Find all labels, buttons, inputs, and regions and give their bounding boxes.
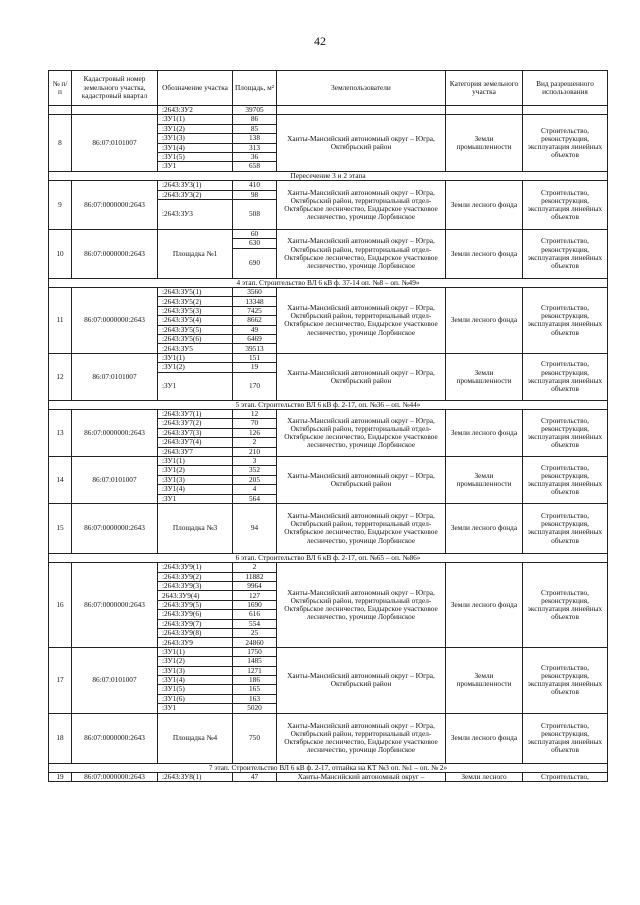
- section-title: 5 этап. Строительство ВЛ 6 кВ ф. 2-17, оп. №36 – оп. №44»: [49, 400, 608, 409]
- land-user-cell: Ханты-Мансийский автономный округ – Югра, Октябрьский район, территориальный отдел-Октябрьское лесничество, Ендырское участковое лесничество, урочище Лорбинское: [277, 288, 446, 354]
- designation-cell: :2643:ЗУ7(1): [158, 409, 233, 418]
- area-cell: 1750: [233, 647, 277, 656]
- area-cell: 186: [233, 675, 277, 684]
- area-cell: 12: [233, 409, 277, 418]
- category-cell: Земли промышленности: [446, 353, 523, 400]
- cadastral-cell: 86:07:0000000:2643: [72, 229, 158, 278]
- permitted-use-cell: Строительство, реконструкция, эксплуатация линейных объектов: [523, 713, 608, 763]
- designation-cell: :ЗУ1(3): [158, 475, 233, 484]
- land-user-cell: Ханты-Мансийский автономный округ – Югра, Октябрьский район, территориальный отдел-Октябрьское лесничество, Ендырское участковое лесничество, урочище Лорбинское: [277, 181, 446, 230]
- area-cell: 210: [233, 447, 277, 456]
- category-cell: Земли промышленности: [446, 456, 523, 503]
- table-row: [49, 115, 608, 124]
- category-cell: Земли лесного фонда: [446, 409, 523, 456]
- designation-cell: :ЗУ1(6): [158, 694, 233, 703]
- area-cell: 47: [233, 772, 277, 781]
- cadastral-cell: 86:07:0000000:2643: [72, 772, 158, 781]
- designation-cell: :ЗУ1(2): [158, 657, 233, 666]
- cadastral-cell: 86:07:0000000:2643: [72, 288, 158, 354]
- designation-cell: :ЗУ1(1): [158, 353, 233, 362]
- land-user-cell: Ханты-Мансийский автономный округ – Югра, Октябрьский район, территориальный отдел-Октябрьское лесничество, Ендырское участковое лесничество, урочище Лорбинское: [277, 713, 446, 763]
- designation-cell: :2643:ЗУ2: [158, 106, 233, 115]
- area-cell: 2: [233, 563, 277, 572]
- cadastral-cell: 86:07:0000000:2643: [72, 503, 158, 553]
- cadastral-cell: 86:07:0000000:2643: [72, 563, 158, 648]
- area-cell: 151: [233, 353, 277, 362]
- row-number: 12: [49, 353, 72, 400]
- area-cell: 5020: [233, 704, 277, 713]
- table-row: [49, 772, 608, 781]
- row-number: 15: [49, 503, 72, 553]
- area-cell: 60: [233, 229, 277, 238]
- area-cell: 25: [233, 629, 277, 638]
- area-cell: 690: [233, 248, 277, 278]
- category-cell: Земли лесного фонда: [446, 713, 523, 763]
- section-row: [49, 763, 608, 772]
- table-row: [49, 288, 608, 297]
- area-cell: 616: [233, 610, 277, 619]
- category-cell: Земли лесного фонда: [446, 181, 523, 230]
- area-cell: 7425: [233, 306, 277, 315]
- designation-cell: :ЗУ1(1): [158, 115, 233, 124]
- page-number: 42: [314, 34, 326, 48]
- area-cell: 24860: [233, 638, 277, 647]
- designation-cell: :2643:ЗУ5(5): [158, 325, 233, 334]
- land-user-cell: Ханты-Мансийский автономный округ – Югра, Октябрьский район, территориальный отдел-Октябрьское лесничество, Ендырское участковое лесничество, урочище Лорбинское: [277, 503, 446, 553]
- cadastral-cell: 86:07:0101007: [72, 353, 158, 400]
- permitted-use-cell: Строительство, реконструкция, эксплуатация линейных объектов: [523, 456, 608, 503]
- cadastral-cell: 86:07:0000000:2643: [72, 713, 158, 763]
- category-cell: Земли лесного фонда: [446, 288, 523, 354]
- designation-cell: :ЗУ1(5): [158, 685, 233, 694]
- area-cell: 410: [233, 181, 277, 190]
- row-number: 17: [49, 647, 72, 713]
- designation-cell: :2643:ЗУ7: [158, 447, 233, 456]
- area-cell: 3560: [233, 288, 277, 297]
- land-user-cell: Ханты-Мансийский автономный округ –: [277, 772, 446, 781]
- land-plots-table: [48, 70, 608, 782]
- area-cell: 352: [233, 466, 277, 475]
- area-cell: 6469: [233, 335, 277, 344]
- designation-cell: :ЗУ1(4): [158, 675, 233, 684]
- section-row: [49, 278, 608, 287]
- area-cell: 3: [233, 456, 277, 465]
- designation-cell: :ЗУ1(1): [158, 456, 233, 465]
- header-number: № п/п: [49, 71, 72, 106]
- cadastral-cell: 86:07:0101007: [72, 647, 158, 713]
- designation-cell: :ЗУ1: [158, 162, 233, 171]
- designation-cell: :2643:ЗУ5: [158, 344, 233, 353]
- designation-cell: :ЗУ1(2): [158, 363, 233, 372]
- section-title: Пересечение 3 и 2 этапа: [49, 171, 608, 180]
- area-cell: 70: [233, 419, 277, 428]
- area-cell: 1485: [233, 657, 277, 666]
- table-row: [49, 563, 608, 572]
- header-category: Категория земельного участка: [446, 71, 523, 106]
- section-row: [49, 171, 608, 180]
- designation-cell: :2643:ЗУ7(3): [158, 428, 233, 437]
- designation-cell: :ЗУ1: [158, 372, 233, 400]
- designation-cell: :2643:ЗУ7(2): [158, 419, 233, 428]
- designation-cell: :ЗУ1(2): [158, 124, 233, 133]
- area-cell: 165: [233, 685, 277, 694]
- designation-cell: :ЗУ1(3): [158, 134, 233, 143]
- category-cell: Земли промышленности: [446, 647, 523, 713]
- designation-cell: :2643:ЗУ3: [158, 199, 233, 229]
- header-area: Площадь, м²: [233, 71, 277, 106]
- table-row: [49, 456, 608, 465]
- designation-cell: :2643:ЗУ9(1): [158, 563, 233, 572]
- designation-cell: :ЗУ1(1): [158, 647, 233, 656]
- area-cell: 126: [233, 428, 277, 437]
- table-row: [49, 106, 608, 115]
- permitted-use-cell: Строительство, реконструкция, эксплуатация линейных объектов: [523, 115, 608, 171]
- section-title: 7 этап. Строительство ВЛ 6 кВ ф. 2-17, отпайка на КТ №3 оп. №1 – оп. № 2»: [49, 763, 608, 772]
- area-cell: 313: [233, 143, 277, 152]
- designation-cell: :ЗУ1: [158, 494, 233, 503]
- designation-cell: :2643:ЗУ9(2): [158, 572, 233, 581]
- permitted-use-cell: Строительство, реконструкция, эксплуатация линейных объектов: [523, 409, 608, 456]
- area-cell: 205: [233, 475, 277, 484]
- section-row: [49, 400, 608, 409]
- permitted-use-cell: Строительство, реконструкция, эксплуатация линейных объектов: [523, 563, 608, 648]
- area-cell: 508: [233, 199, 277, 229]
- permitted-use-cell: Строительство, реконструкция, эксплуатация линейных объектов: [523, 647, 608, 713]
- area-cell: 49: [233, 325, 277, 334]
- designation-cell: :2643:ЗУ7(4): [158, 438, 233, 447]
- designation-cell: :ЗУ1(2): [158, 466, 233, 475]
- cadastral-cell: 86:07:0101007: [72, 456, 158, 503]
- area-cell: 658: [233, 162, 277, 171]
- table-row: [49, 181, 608, 190]
- table-row: [49, 647, 608, 656]
- designation-cell: :ЗУ1(4): [158, 485, 233, 494]
- area-cell: 36: [233, 152, 277, 161]
- land-user-cell: Ханты-Мансийский автономный округ – Югра, Октябрьский район, территориальный отдел-Октябрьское лесничество, Ендырское участковое лесничество, урочище Лорбинское: [277, 563, 446, 648]
- designation-cell: :ЗУ1: [158, 704, 233, 713]
- area-cell: 564: [233, 494, 277, 503]
- area-cell: 11882: [233, 572, 277, 581]
- table-header-row: [49, 71, 608, 106]
- area-cell: 1690: [233, 600, 277, 609]
- land-user-cell: Ханты-Мансийский автономный округ – Югра, Октябрьский район, территориальный отдел-Октябрьское лесничество, Ендырское участковое лесничество, урочище Лорбинское: [277, 229, 446, 278]
- designation-cell: Площадка №4: [158, 713, 233, 763]
- area-cell: 39705: [233, 106, 277, 115]
- row-number: 9: [49, 181, 72, 230]
- designation-cell: :2643:ЗУ5(1): [158, 288, 233, 297]
- permitted-use-cell: Строительство, реконструкция, эксплуатация линейных объектов: [523, 229, 608, 278]
- row-number: 18: [49, 713, 72, 763]
- designation-cell: :2643:ЗУ3(1): [158, 181, 233, 190]
- area-cell: 2: [233, 438, 277, 447]
- area-cell: 750: [233, 713, 277, 763]
- designation-cell: :2643:ЗУ9: [158, 638, 233, 647]
- row-number: 19: [49, 772, 72, 781]
- area-cell: 94: [233, 503, 277, 553]
- designation-cell: :ЗУ1(3): [158, 666, 233, 675]
- area-cell: 39513: [233, 344, 277, 353]
- cadastral-cell: 86:07:0000000:2643: [72, 409, 158, 456]
- area-cell: 170: [233, 372, 277, 400]
- category-cell: Земли лесного фонда: [446, 229, 523, 278]
- area-cell: 163: [233, 694, 277, 703]
- land-user-cell: Ханты-Мансийский автономный округ – Югра, Октябрьский район: [277, 456, 446, 503]
- row-number: 11: [49, 288, 72, 354]
- designation-cell: 2643:ЗУ9(4): [158, 591, 233, 600]
- permitted-use-cell: Строительство, реконструкция, эксплуатация линейных объектов: [523, 288, 608, 354]
- permitted-use-cell: Строительство, реконструкция, эксплуатация линейных объектов: [523, 181, 608, 230]
- header-users: Землепользователи: [277, 71, 446, 106]
- row-number: 10: [49, 229, 72, 278]
- designation-cell: Площадка №3: [158, 503, 233, 553]
- section-row: [49, 553, 608, 562]
- area-cell: 4: [233, 485, 277, 494]
- designation-cell: :2643:ЗУ9(3): [158, 582, 233, 591]
- area-cell: 630: [233, 239, 277, 248]
- row-number: 8: [49, 115, 72, 171]
- category-cell: Земли промышленности: [446, 115, 523, 171]
- designation-cell: Площадка №1: [158, 229, 233, 278]
- table-row: [49, 409, 608, 418]
- designation-cell: :2643:ЗУ9(5): [158, 600, 233, 609]
- area-cell: 86: [233, 115, 277, 124]
- land-user-cell: Ханты-Мансийский автономный округ – Югра, Октябрьский район, территориальный отдел-Октябрьское лесничество, Ендырское участковое лесничество, урочище Лорбинское: [277, 409, 446, 456]
- row-number: 13: [49, 409, 72, 456]
- land-user-cell: Ханты-Мансийский автономный округ – Югра, Октябрьский район: [277, 353, 446, 400]
- area-cell: 8662: [233, 316, 277, 325]
- header-use: Вид разрешенного использования: [523, 71, 608, 106]
- header-cadastral: Кадастровый номер земельного участка, кадастровый квартал: [72, 71, 158, 106]
- table-row: [49, 353, 608, 362]
- area-cell: 554: [233, 619, 277, 628]
- category-cell: Земли лесного фонда: [446, 563, 523, 648]
- cadastral-cell: 86:07:0101007: [72, 115, 158, 171]
- area-cell: 9964: [233, 582, 277, 591]
- designation-cell: :2643:ЗУ5(4): [158, 316, 233, 325]
- designation-cell: :ЗУ1(4): [158, 143, 233, 152]
- table-row: [49, 713, 608, 763]
- designation-cell: :2643:ЗУ5(6): [158, 335, 233, 344]
- permitted-use-cell: Строительство,: [523, 772, 608, 781]
- area-cell: 1271: [233, 666, 277, 675]
- designation-cell: :2643:ЗУ5(3): [158, 306, 233, 315]
- header-designation: Обозначение участка: [158, 71, 233, 106]
- area-cell: 19: [233, 363, 277, 372]
- row-number: 16: [49, 563, 72, 648]
- designation-cell: :2643:ЗУ8(1): [158, 772, 233, 781]
- section-title: 4 этап. Строительство ВЛ 6 кВ ф. 37-14 оп. №8 – оп. №49»: [49, 278, 608, 287]
- category-cell: Земли лесного: [446, 772, 523, 781]
- designation-cell: :2643:ЗУ9(8): [158, 629, 233, 638]
- table-row: [49, 229, 608, 238]
- designation-cell: :2643:ЗУ5(2): [158, 297, 233, 306]
- area-cell: 13348: [233, 297, 277, 306]
- area-cell: 138: [233, 134, 277, 143]
- row-number: 14: [49, 456, 72, 503]
- permitted-use-cell: Строительство, реконструкция, эксплуатация линейных объектов: [523, 353, 608, 400]
- category-cell: Земли лесного фонда: [446, 503, 523, 553]
- designation-cell: :ЗУ1(5): [158, 152, 233, 161]
- permitted-use-cell: Строительство, реконструкция, эксплуатация линейных объектов: [523, 503, 608, 553]
- area-cell: 98: [233, 190, 277, 199]
- area-cell: 127: [233, 591, 277, 600]
- designation-cell: :2643:ЗУ9(7): [158, 619, 233, 628]
- area-cell: 85: [233, 124, 277, 133]
- land-user-cell: Ханты-Мансийский автономный округ – Югра, Октябрьский район: [277, 647, 446, 713]
- designation-cell: :2643:ЗУ9(6): [158, 610, 233, 619]
- designation-cell: :2643:ЗУ3(2): [158, 190, 233, 199]
- cadastral-cell: 86:07:0000000:2643: [72, 181, 158, 230]
- section-title: 6 этап. Строительство ВЛ 6 кВ ф. 2-17, оп. №65 – оп. №86»: [49, 553, 608, 562]
- table-row: [49, 503, 608, 553]
- land-user-cell: Ханты-Мансийский автономный округ – Югра, Октябрьский район: [277, 115, 446, 171]
